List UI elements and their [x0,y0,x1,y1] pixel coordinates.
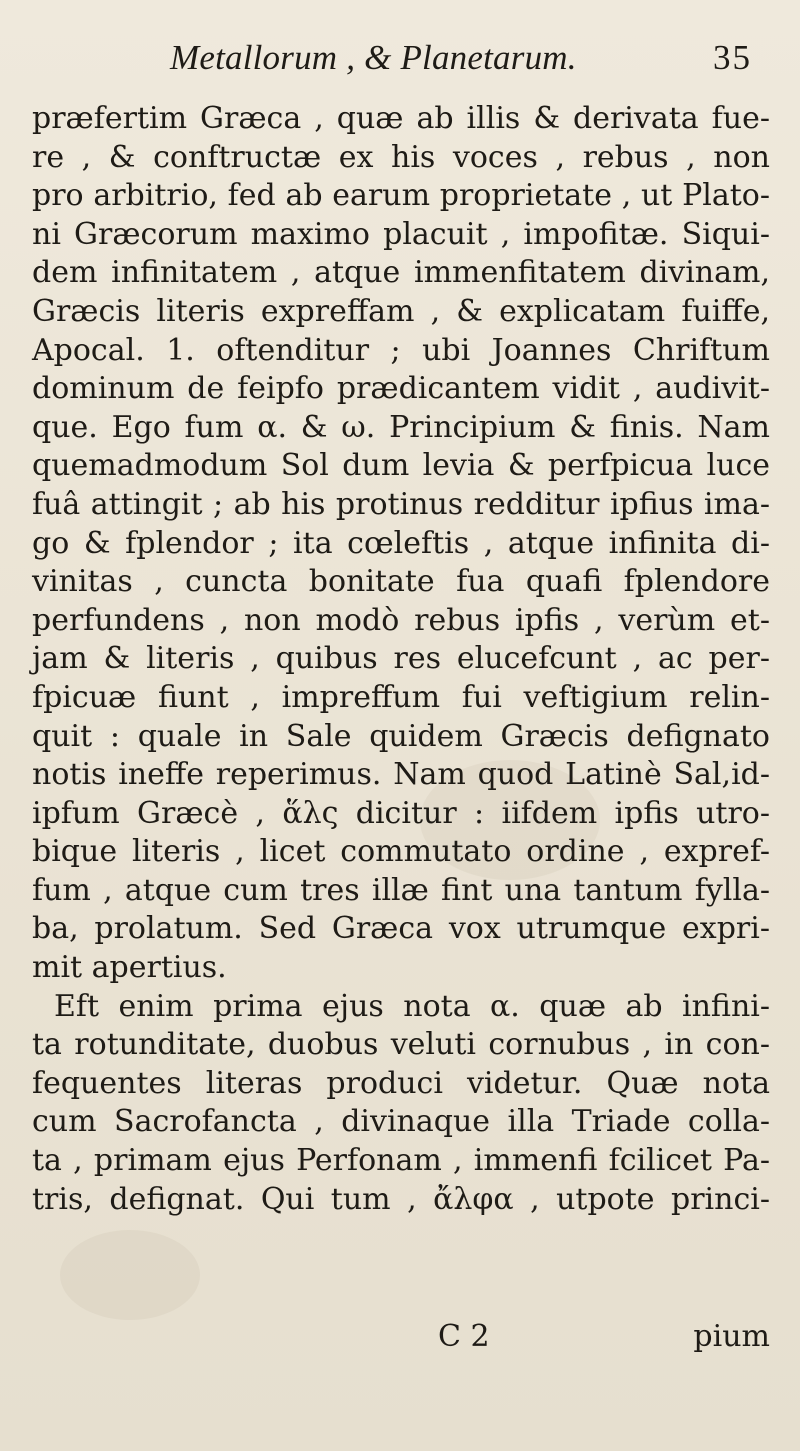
text-line: cum Sacrofancta , divinaque illa Triade colla- [32,1104,770,1140]
text-line: fum , atque cum tres illæ fint una tantum fylla- [32,872,770,908]
text-line: perfundens , non modò rebus ipfis , verùm et- [32,602,770,638]
catchword: pium [693,1319,770,1354]
text-line: ipfum Græcè , ἅλς dicitur : iifdem ipfis utro- [32,795,770,831]
signature-mark: C 2 [438,1319,490,1354]
text-line: quemadmodum Sol dum levia & perfpicua luce [32,448,770,484]
text-line: tris, defignat. Qui tum , ἄλφα , utpote princi- [32,1181,770,1217]
text-line: notis ineffe reperimus. Nam quod Latinè Sal,id- [32,757,770,793]
text-line: ta , primam ejus Perfonam , immenfi fcilicet Pa- [32,1143,770,1179]
text-line: præfertim Græca , quæ ab illis & derivata fue- [32,101,770,136]
text-line: Apocal. 1. oftenditur ; ubi Joannes Chriftum [32,332,770,368]
running-head: Metallorum , & Planetarum. [170,38,577,77]
text-line: re , & conftructæ ex his voces , rebus , non [32,139,770,175]
text-line: go & fplendor ; ita cœleftis , atque infinita di- [32,525,770,561]
text-line: ni Græcorum maximo placuit , impofitæ. Siqui- [32,216,770,252]
paper-stain [60,1230,200,1320]
text-line: fequentes literas produci videtur. Quæ nota [32,1065,770,1101]
text-line: que. Ego fum α. & ω. Principium & finis. Nam [32,409,770,445]
text-line: dominum de feipfo prædicantem vidit , audivit- [32,371,770,407]
text-line: dem infinitatem , atque immenfitatem divinam, [32,255,770,291]
text-line: bique literis , licet commutato ordine , expref- [32,834,770,870]
page-footer [32,1318,770,1356]
page-number: 35 [713,38,752,77]
text-line: ba, prolatum. Sed Græca vox utrumque expri- [32,911,770,947]
text-line: vinitas , cuncta bonitate fua quafi fplendore [32,564,770,600]
text-line: jam & literis , quibus res elucefcunt , ac per- [32,641,770,677]
text-line: ta rotunditate, duobus veluti cornubus , in con- [32,1027,770,1063]
text-block [32,100,770,1219]
text-line: fpicuæ fiunt , impreffum fui veftigium relin- [32,679,770,715]
text-line: Græcis literis expreffam , & explicatam fuiffe, [32,293,770,329]
text-line: quit : quale in Sale quidem Græcis defignato [32,718,770,754]
text-line: pro arbitrio, fed ab earum proprietate , ut Plato- [32,178,770,214]
paragraph-first-line: Eft enim prima ejus nota α. quæ ab infini- [54,988,770,1024]
text-line: fuâ attingit ; ab his protinus redditur ipfius ima- [32,486,770,522]
paragraph-end-line: mit apertius. [32,950,227,986]
